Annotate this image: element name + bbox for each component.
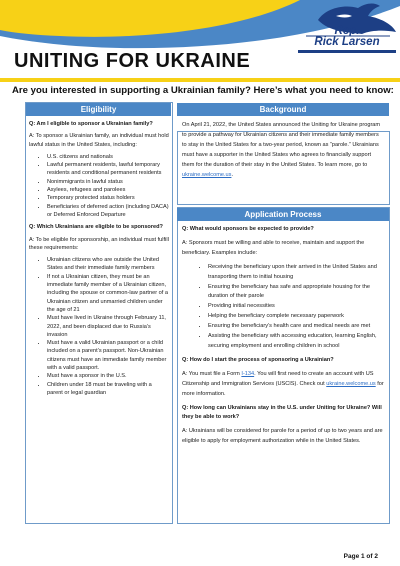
eligibility-a1: A: To sponsor a Ukrainian family, an individual must hold lawful status in the United States, including: xyxy=(29,133,169,148)
list-item: • Must have lived in Ukraine through February 11, 2022, and been displaced due to Russia’s invasion xyxy=(47,314,169,339)
process-q1: Q: What would sponsors be expected to provide? xyxy=(182,226,314,232)
page-title: UNITING FOR UKRAINE xyxy=(14,50,251,72)
list-item: • Must have a valid Ukrainian passport or a child included on a parent’s passport. Non-Ukrainian citizens must have an immediate family member with a valid passport. xyxy=(47,339,169,372)
list-item: • Helping the beneficiary complete necessary paperwork xyxy=(208,312,385,322)
title-divider xyxy=(0,78,400,82)
beneficiary-requirements-list xyxy=(29,256,169,397)
list-item: • Nonimmigrants in lawful status xyxy=(47,178,169,186)
sponsor-status-list xyxy=(29,153,169,219)
list-item: • Receiving the beneficiary upon their arrived in the United States and transporting them to initial housing xyxy=(208,263,385,283)
list-item: • U.S. citizens and nationals xyxy=(47,153,169,161)
process-a2-pre: A: You must file a Form xyxy=(182,370,242,377)
process-a2-post: for more information. xyxy=(182,380,384,397)
sponsor-duties-list xyxy=(182,263,385,352)
process-heading: Application Process xyxy=(177,208,389,221)
list-item: • If not a Ukrainian citizen, they must be an immediate family member of a Ukrainian citizen, including the spouse or common-law partner of a Ukrainian citizen and unmarried children under the age of 21 xyxy=(47,273,169,314)
list-item: • Asylees, refugees and parolees xyxy=(47,186,169,194)
process-a2 xyxy=(182,370,385,400)
form-i134-link[interactable]: I-134 xyxy=(241,370,255,377)
process-q2: Q: How do I start the process of sponsoring a Ukrainian? xyxy=(182,356,334,363)
logo-underline xyxy=(298,50,396,53)
page-subtitle: Are you interested in supporting a Ukrainian family? Here’s what you need to know: xyxy=(12,85,394,96)
list-item: • Children under 18 must be traveling with a parent or legal guardian xyxy=(47,381,169,398)
process-q3: Q: How long can Ukrainians stay in the U.S. under Uniting for Ukraine? Will they be able to work? xyxy=(182,404,382,421)
page-number: Page 1 of 2 xyxy=(343,553,378,560)
process-a2-mid: . You will first need to create an account with US Citizenship and Immigration Services (USCIS). Check out xyxy=(182,370,374,387)
eligibility-heading: Eligibility xyxy=(26,103,171,116)
eligibility-a2: A: To be eligible for sponsorship, an individual must fulfill these requirements: xyxy=(29,236,169,251)
list-item: • Beneficiaries of deferred action (including DACA) or Deferred Enforced Departure xyxy=(47,203,169,220)
background-text xyxy=(182,121,385,180)
ukraine-welcome-link[interactable]: ukraine.welcome.us xyxy=(326,380,376,387)
logo-line-2: Rick Larsen xyxy=(314,36,380,48)
process-a1: A: Sponsors must be willing and able to receive, maintain and support the beneficiary. Examples include: xyxy=(182,239,365,256)
eligibility-q2: Q: Which Ukrainians are eligible to be sponsored? xyxy=(29,224,163,231)
background-body: On April 21, 2022, the United States announced the Uniting for Ukraine program to provide a pathway for Ukrainian citizens and their immediate family members to stay in the United States for a two-year period, known as “parole.” Ukrainians must have a supporter in the United States who agrees to financially support them for the duration of their stay in the United States. To learn more, go to xyxy=(182,122,381,168)
list-item: • Ensuring the beneficiary has safe and appropriate housing for the duration of their parole xyxy=(208,283,385,303)
process-content xyxy=(182,225,385,451)
list-item: • Ukrainian citizens who are outside the United States and their immediate family members xyxy=(47,256,169,273)
background-link[interactable]: ukraine.welcome.us xyxy=(182,171,232,178)
background-heading: Background xyxy=(177,103,389,116)
list-item: • Assisting the beneficiary with accessing education, learning English, securing employment and enrolling children in school xyxy=(208,332,385,352)
process-a3: A: Ukrainians will be considered for parole for a period of up to two years and are eligible to apply for employment authorization while in the United States. xyxy=(182,428,383,445)
list-item: • Temporary protected status holders xyxy=(47,194,169,202)
logo-line-1: Rep. xyxy=(334,25,360,37)
list-item: • Providing initial necessities xyxy=(208,302,385,312)
list-item: • Must have a sponsor in the U.S. xyxy=(47,372,169,380)
eligibility-content xyxy=(29,120,169,401)
list-item: • Lawful permanent residents, lawful temporary residents and conditional permanent residents xyxy=(47,161,169,178)
eligibility-q1: Q: Am I eligible to sponsor a Ukrainian family? xyxy=(29,121,153,127)
list-item: • Ensuring the beneficiary’s health care and medical needs are met xyxy=(208,322,385,332)
background-tail: . xyxy=(231,171,233,178)
logo-text xyxy=(296,26,398,48)
